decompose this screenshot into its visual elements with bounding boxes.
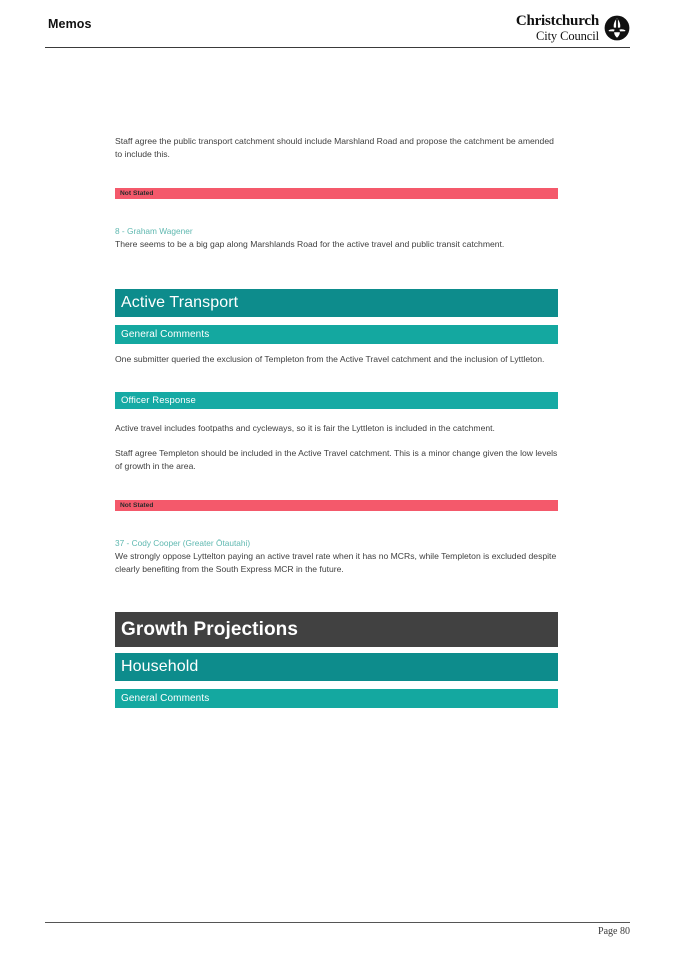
- paragraph-text: Active travel includes footpaths and cycleways, so it is fair the Lyttleton is included in the catchment.: [115, 423, 495, 433]
- submission-entry-2: [115, 538, 558, 576]
- council-logo: [516, 14, 630, 43]
- logo-line-christchurch: Christchurch: [515, 13, 599, 29]
- paragraph-staff-agree-marshland: [115, 135, 558, 161]
- christchurch-city-council-crest-icon: [604, 15, 630, 41]
- status-badge-not-stated-2: Not Stated: [115, 500, 558, 511]
- page-header: [45, 14, 630, 46]
- subsection-header-household: Household: [115, 653, 558, 681]
- logo-line-city-council: City Council: [535, 28, 599, 43]
- submitter-comment: We strongly oppose Lyttelton paying an active travel rate when it has no MCRs, while Templeton is excluded despite clearly benefiting from the South Express MCR in the future.: [115, 551, 557, 575]
- paragraph-officer-response-1: [115, 422, 558, 435]
- submitter-comment: There seems to be a big gap along Marshlands Road for the active travel and public transit catchment.: [115, 239, 505, 250]
- paragraph-text: One submitter queried the exclusion of Templeton from the Active Travel catchment and the inclusion of Lyttleton.: [115, 354, 545, 364]
- submitter-name: 8 - Graham Wagener: [115, 226, 193, 236]
- section-header-active-transport: Active Transport: [115, 289, 558, 317]
- subsection-general-comments-2: General Comments: [115, 689, 558, 708]
- paragraph-text: Staff agree the public transport catchment should include Marshland Road and propose the catchment be amended to include this.: [115, 136, 554, 160]
- subsection-general-comments-1: General Comments: [115, 325, 558, 344]
- status-badge-not-stated-1: Not Stated: [115, 188, 558, 199]
- footer-divider: [45, 922, 630, 923]
- paragraph-officer-response-2: [115, 447, 558, 473]
- submitter-name: 37 - Cody Cooper (Greater Ōtautahi): [115, 538, 251, 548]
- page-title: Memos: [48, 17, 92, 31]
- officer-response-header-1: Officer Response: [115, 392, 558, 409]
- header-divider: [45, 47, 630, 48]
- page-number: Page 80: [598, 926, 630, 937]
- section-header-growth-projections: Growth Projections: [115, 612, 558, 647]
- paragraph-text: Staff agree Templeton should be included in the Active Travel catchment. This is a minor change given the low levels of growth in the area.: [115, 448, 558, 472]
- submission-entry-1: [115, 226, 558, 251]
- paragraph-active-travel-query: [115, 353, 558, 366]
- logo-wordmark: [516, 14, 599, 43]
